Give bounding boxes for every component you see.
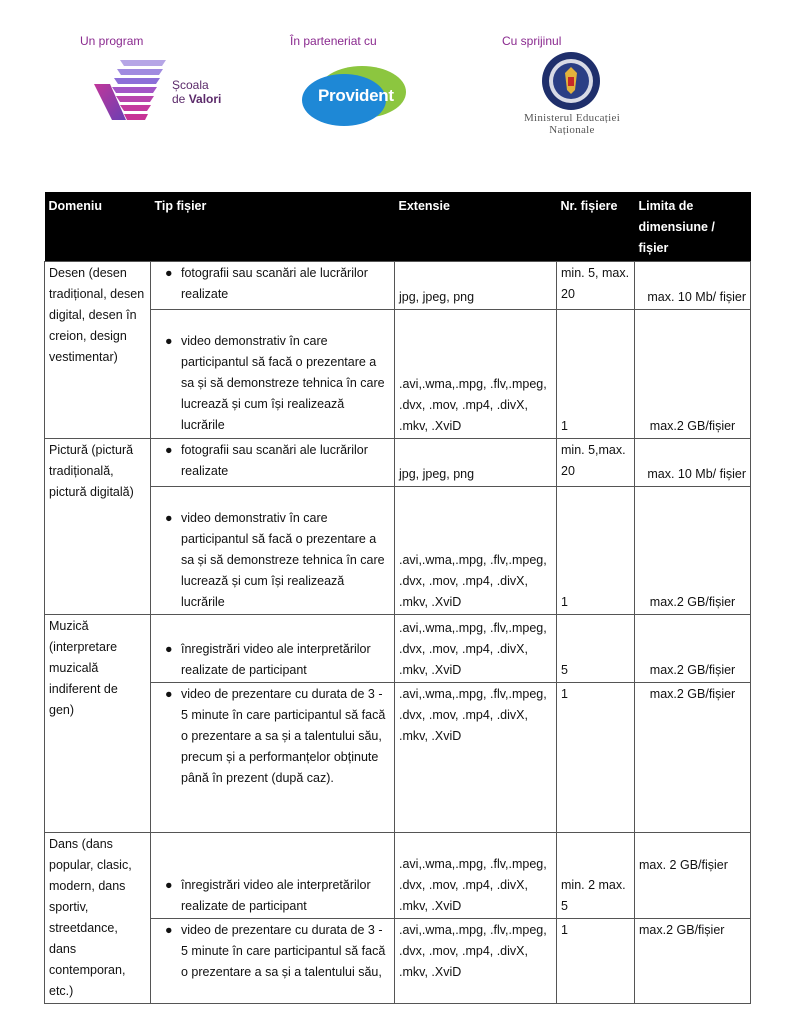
file-requirements-table: [44, 192, 751, 1004]
table-row: [45, 310, 751, 439]
limit-cell: max.2 GB/fișier: [635, 615, 751, 683]
bullet-icon: ●: [165, 266, 173, 280]
ext-cell: .avi,.wma,.mpg, .flv,.mpeg, .dvx, .mov, .mp4, .divX, .mkv, .XviD: [395, 833, 557, 919]
tip-cell: ● fotografii sau scanări ale lucrărilor realizate: [151, 262, 395, 310]
bullet-icon: ●: [165, 511, 173, 525]
table-row: [45, 918, 751, 1004]
tip-cell: ● video de prezentare cu durata de 3 - 5 minute în care participantul să facă o prezentare a sa și a talentului său,: [151, 918, 395, 1004]
government-seal-icon: [540, 50, 602, 112]
domain-cell: Pictură (pictură tradițională, pictură digitală): [45, 439, 151, 615]
table-row: [45, 439, 751, 487]
nr-cell: 1: [557, 918, 635, 1004]
ext-cell: .avi,.wma,.mpg, .flv,.mpeg, .dvx, .mov, .mp4, .divX, .mkv, .XviD: [395, 487, 557, 615]
partner-logos: [0, 0, 792, 160]
table-row: [45, 262, 751, 310]
scoala-de-valori-text: Școala de Valori: [172, 78, 222, 106]
caption-partner: În parteneriat cu: [290, 34, 377, 48]
header-domeniu: Domeniu: [45, 192, 151, 262]
bullet-icon: ●: [165, 443, 173, 457]
bullet-icon: ●: [165, 922, 173, 937]
table-row: [45, 615, 751, 683]
nr-cell: 5: [557, 615, 635, 683]
header-limita: Limita de dimensiune / fișier: [635, 192, 751, 262]
nr-cell: min. 5,max. 20: [557, 439, 635, 487]
ext-cell: jpg, jpeg, png: [395, 439, 557, 487]
nr-cell: min. 2 max. 5: [557, 833, 635, 919]
header-tip-fisier: Tip fișier: [151, 192, 395, 262]
nr-cell: min. 5, max. 20: [557, 262, 635, 310]
header-extensie: Extensie: [395, 192, 557, 262]
tip-cell: ● fotografii sau scanări ale lucrărilor realizate: [151, 439, 395, 487]
table-header-row: [45, 192, 751, 262]
bullet-icon: ●: [165, 687, 173, 701]
ext-cell: .avi,.wma,.mpg, .flv,.mpeg, .dvx, .mov, .mp4, .divX, .mkv, .XviD: [395, 310, 557, 439]
nr-cell: 1: [557, 683, 635, 833]
header-nr-fisiere: Nr. fișiere: [557, 192, 635, 262]
ext-cell: .avi,.wma,.mpg, .flv,.mpeg, .dvx, .mov, .mp4, .divX, .mkv, .XviD: [395, 683, 557, 833]
bullet-icon: ●: [165, 642, 173, 656]
bullet-icon: ●: [165, 877, 173, 892]
nr-cell: 1: [557, 310, 635, 439]
limit-cell: max. 10 Mb/ fișier: [635, 262, 751, 310]
limit-cell: max. 10 Mb/ fișier: [635, 439, 751, 487]
table-row: [45, 683, 751, 833]
domain-cell: Desen (desen tradițional, desen digital, desen în creion, design vestimentar): [45, 262, 151, 439]
domain-cell: Dans (dans popular, clasic, modern, dans sportiv, streetdance, dans contemporan, etc.): [45, 833, 151, 1004]
caption-support: Cu sprijinul: [502, 34, 562, 48]
table-row: [45, 487, 751, 615]
tip-cell: ● înregistrări video ale interpretărilor realizate de participant: [151, 833, 395, 919]
bullet-icon: ●: [165, 334, 173, 348]
tip-cell: ● video de prezentare cu durata de 3 - 5 minute în care participantul să facă o prezentare a sa și a talentului său, precum și a performanțelor obținute până în prezent (după caz).: [151, 683, 395, 833]
limit-cell: max.2 GB/fișier: [635, 487, 751, 615]
ministry-text: Ministerul Educației Naționale: [523, 112, 621, 136]
tip-cell: ● video demonstrativ în care participantul să facă o prezentare a sa și să demonstreze tehnica în care lucrează și cum își realizează lucrările: [151, 310, 395, 439]
limit-cell: max. 2 GB/fișier: [635, 833, 751, 919]
limit-cell: max.2 GB/fișier: [635, 683, 751, 833]
limit-cell: max.2 GB/fișier: [635, 918, 751, 1004]
ext-cell: .avi,.wma,.mpg, .flv,.mpeg, .dvx, .mov, .mp4, .divX, .mkv, .XviD: [395, 918, 557, 1004]
nr-cell: 1: [557, 487, 635, 615]
provident-wordmark: Provident: [318, 86, 394, 105]
caption-program: Un program: [80, 34, 144, 48]
tip-cell: ● înregistrări video ale interpretărilor realizate de participant: [151, 615, 395, 683]
domain-cell: Muzică (interpretare muzicală indiferent de gen): [45, 615, 151, 833]
tip-cell: ● video demonstrativ în care participantul să facă o prezentare a sa și să demonstreze tehnica în care lucrează și cum își realizează lucrările: [151, 487, 395, 615]
limit-cell: max.2 GB/fișier: [635, 310, 751, 439]
table-row: [45, 833, 751, 919]
ext-cell: .avi,.wma,.mpg, .flv,.mpeg, .dvx, .mov, .mp4, .divX, .mkv, .XviD: [395, 615, 557, 683]
ext-cell: jpg, jpeg, png: [395, 262, 557, 310]
